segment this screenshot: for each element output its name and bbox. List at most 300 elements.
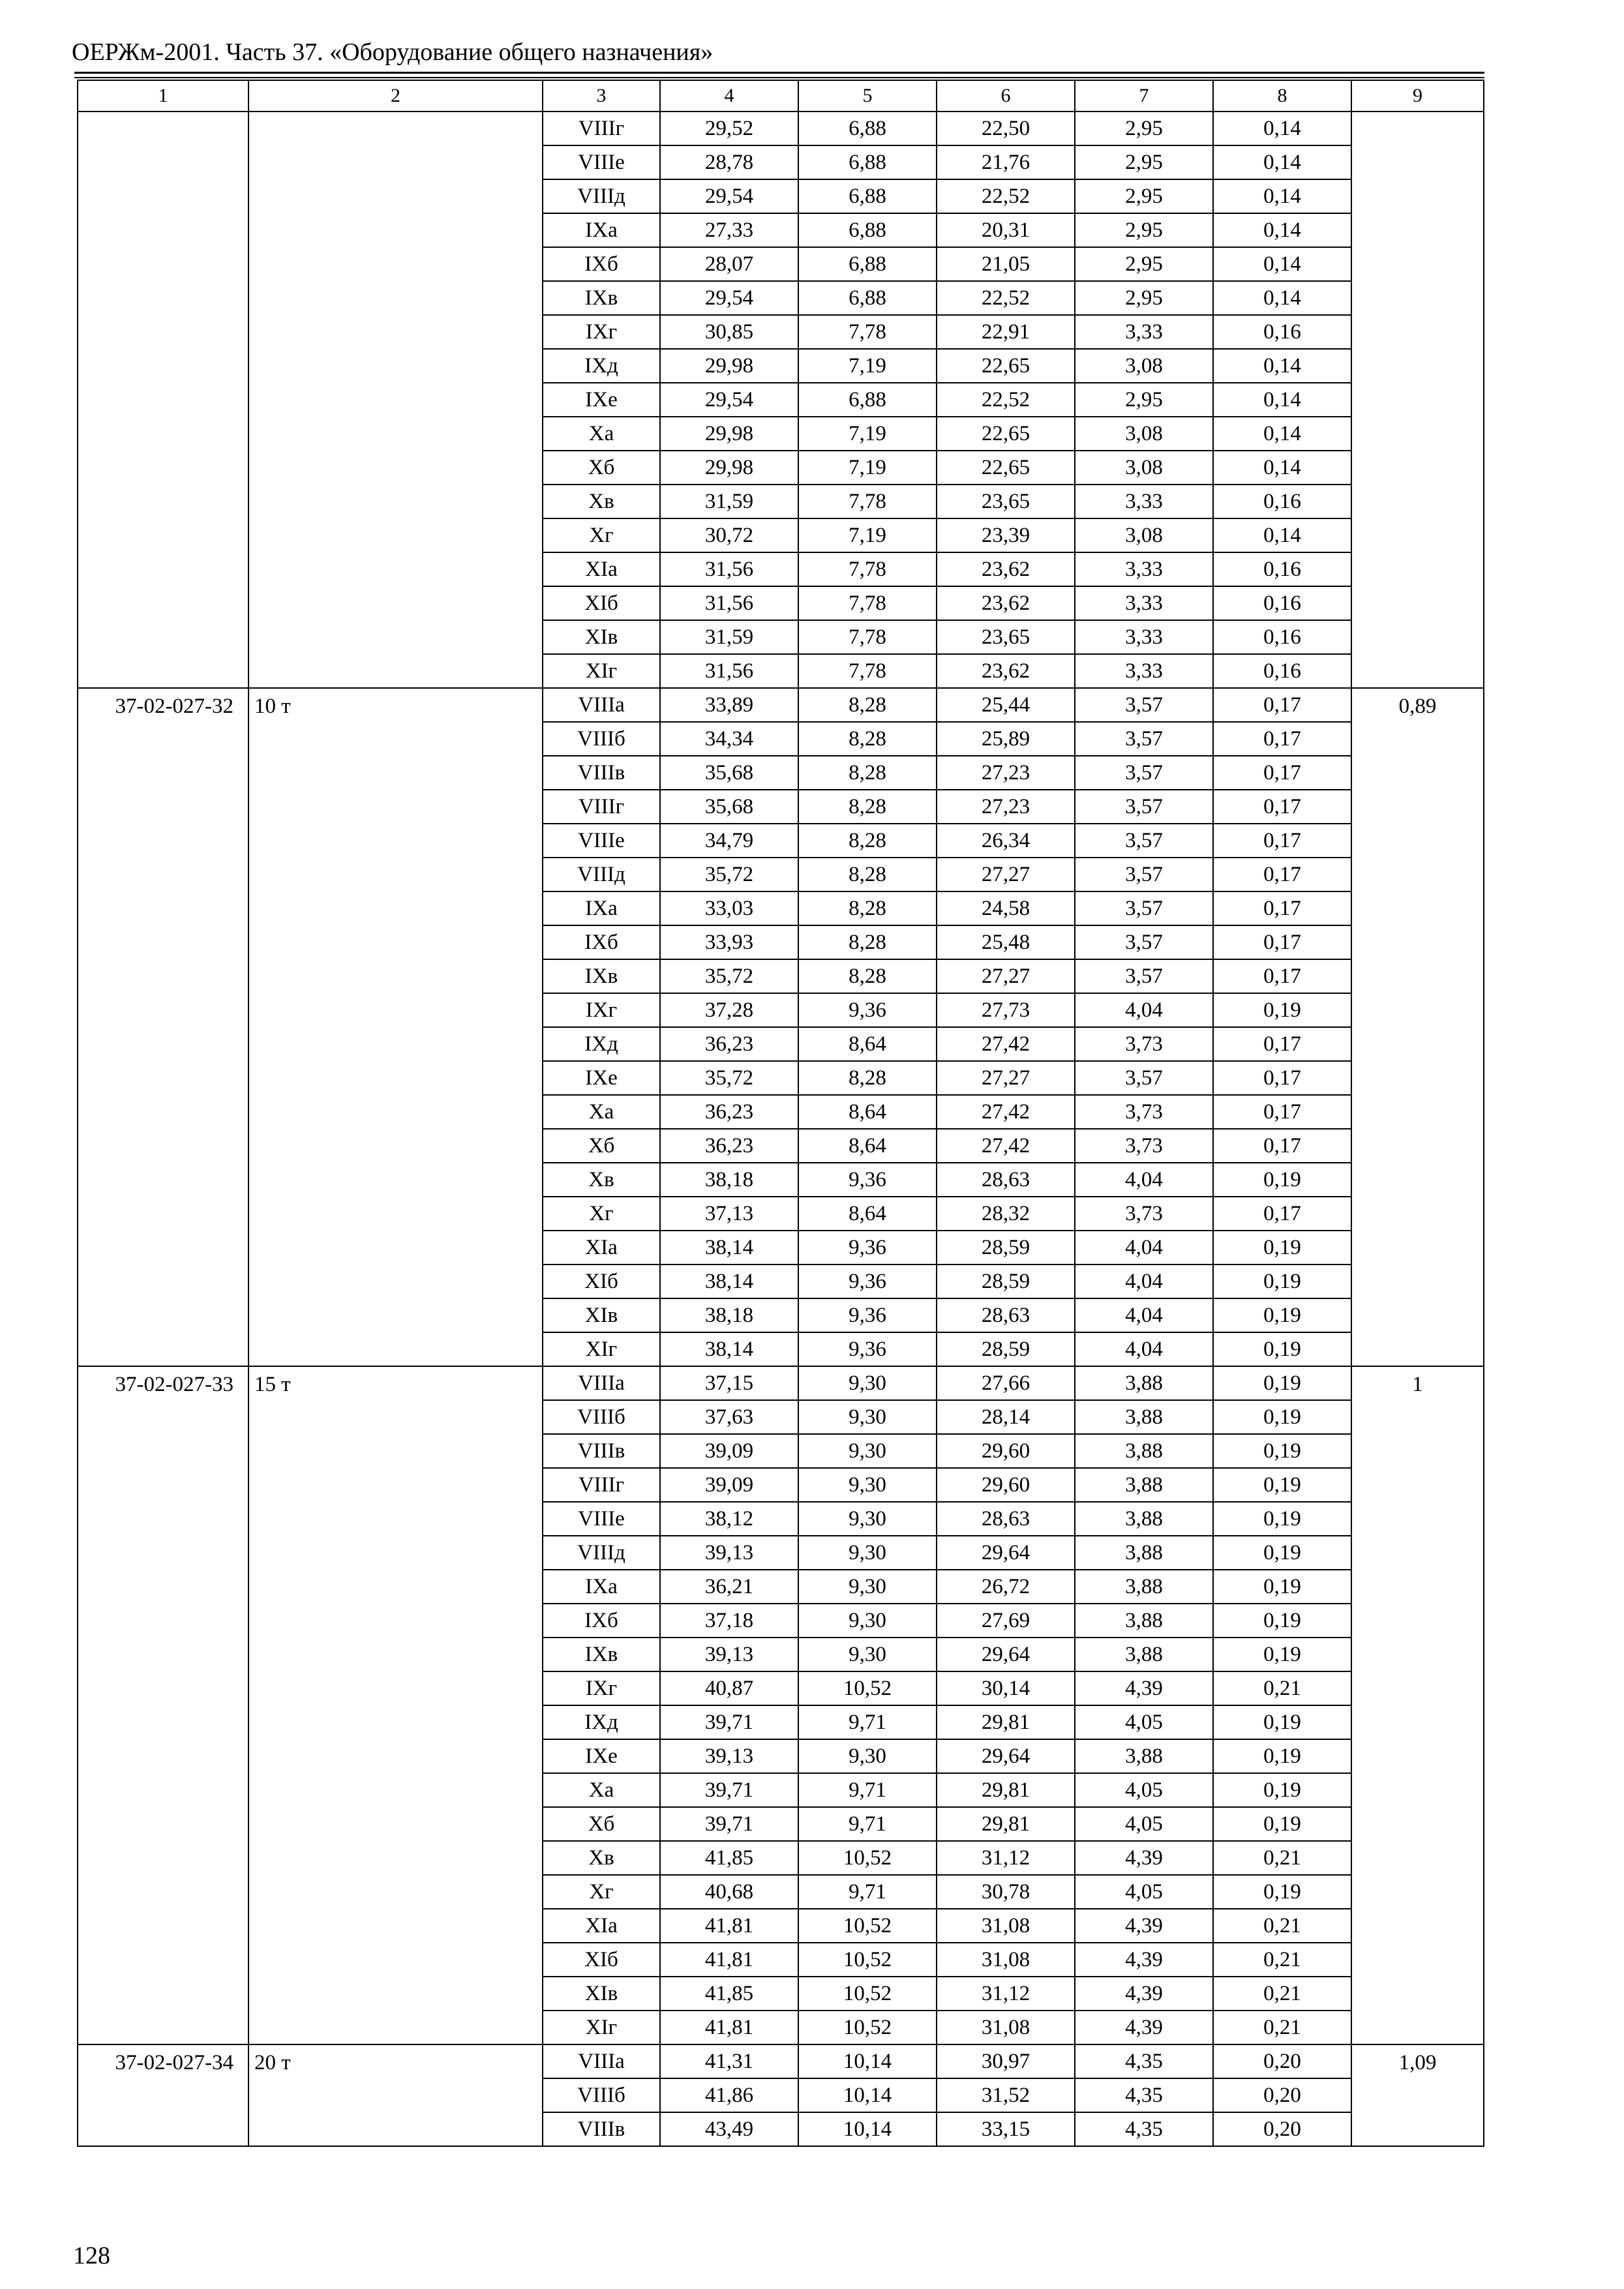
region-cell: VIIIв [543, 756, 660, 790]
machinist-wages-cell: 4,39 [1075, 1671, 1213, 1705]
materials-cell: 0,14 [1213, 518, 1351, 552]
page-number: 128 [73, 2242, 110, 2269]
machines-cell: 27,27 [937, 959, 1075, 993]
materials-cell: 0,14 [1213, 451, 1351, 485]
machines-cell: 27,23 [937, 756, 1075, 790]
region-cell: VIIIа [543, 2044, 660, 2078]
wages-cell: 7,78 [798, 315, 937, 349]
machines-cell: 28,32 [937, 1197, 1075, 1231]
region-cell: IXе [543, 1739, 660, 1773]
machines-cell: 28,63 [937, 1163, 1075, 1197]
base-price-cell: 36,23 [660, 1027, 798, 1061]
materials-cell: 0,19 [1213, 1502, 1351, 1536]
table-header [78, 80, 1484, 112]
wages-cell: 9,30 [798, 1536, 937, 1570]
labor-cost-cell [1351, 112, 1484, 688]
machinist-wages-cell: 4,05 [1075, 1875, 1213, 1909]
materials-cell: 0,20 [1213, 2112, 1351, 2146]
machinist-wages-cell: 4,04 [1075, 1264, 1213, 1298]
region-cell: VIIIе [543, 1502, 660, 1536]
machinist-wages-cell: 4,35 [1075, 2078, 1213, 2112]
wages-cell: 6,88 [798, 145, 937, 179]
materials-cell: 0,17 [1213, 1129, 1351, 1163]
wages-cell: 10,14 [798, 2044, 937, 2078]
machines-cell: 22,65 [937, 417, 1075, 451]
column-header: 7 [1075, 80, 1213, 112]
base-price-cell: 29,98 [660, 451, 798, 485]
machines-cell: 24,58 [937, 891, 1075, 925]
region-cell: VIIIд [543, 1536, 660, 1570]
machines-cell: 23,62 [937, 586, 1075, 620]
materials-cell: 0,19 [1213, 1739, 1351, 1773]
wages-cell: 7,78 [798, 552, 937, 586]
machinist-wages-cell: 2,95 [1075, 112, 1213, 145]
region-cell: VIIIб [543, 722, 660, 756]
region-cell: VIIIв [543, 1434, 660, 1468]
machines-cell: 22,52 [937, 179, 1075, 213]
region-cell: IXб [543, 925, 660, 959]
rates-table [77, 80, 1484, 2147]
region-cell: Xа [543, 1773, 660, 1807]
region-cell: Xв [543, 485, 660, 518]
machines-cell: 29,64 [937, 1638, 1075, 1671]
materials-cell: 0,19 [1213, 1705, 1351, 1739]
wages-cell: 7,19 [798, 349, 937, 383]
wages-cell: 9,36 [798, 1163, 937, 1197]
materials-cell: 0,14 [1213, 383, 1351, 417]
machinist-wages-cell: 3,33 [1075, 586, 1213, 620]
wages-cell: 8,28 [798, 756, 937, 790]
materials-cell: 0,17 [1213, 824, 1351, 858]
base-price-cell: 36,23 [660, 1095, 798, 1129]
materials-cell: 0,14 [1213, 179, 1351, 213]
base-price-cell: 30,85 [660, 315, 798, 349]
region-cell: XIв [543, 620, 660, 654]
materials-cell: 0,16 [1213, 586, 1351, 620]
region-cell: VIIIг [543, 1468, 660, 1502]
machinist-wages-cell: 2,95 [1075, 247, 1213, 281]
machines-cell: 27,42 [937, 1095, 1075, 1129]
base-price-cell: 37,28 [660, 993, 798, 1027]
machinist-wages-cell: 3,33 [1075, 485, 1213, 518]
wages-cell: 8,64 [798, 1129, 937, 1163]
materials-cell: 0,21 [1213, 1841, 1351, 1875]
wages-cell: 9,30 [798, 1468, 937, 1502]
rate-name-cell: 20 т [248, 2044, 543, 2146]
machines-cell: 27,66 [937, 1366, 1075, 1400]
column-header: 2 [248, 80, 543, 112]
machinist-wages-cell: 2,95 [1075, 145, 1213, 179]
wages-cell: 8,64 [798, 1197, 937, 1231]
materials-cell: 0,14 [1213, 281, 1351, 315]
machines-cell: 22,50 [937, 112, 1075, 145]
machinist-wages-cell: 3,57 [1075, 756, 1213, 790]
wages-cell: 9,36 [798, 1298, 937, 1332]
column-header: 1 [78, 80, 248, 112]
machinist-wages-cell: 3,88 [1075, 1468, 1213, 1502]
materials-cell: 0,17 [1213, 891, 1351, 925]
region-cell: VIIIв [543, 2112, 660, 2146]
machines-cell: 30,78 [937, 1875, 1075, 1909]
materials-cell: 0,16 [1213, 654, 1351, 688]
wages-cell: 8,28 [798, 925, 937, 959]
machinist-wages-cell: 3,57 [1075, 722, 1213, 756]
base-price-cell: 34,79 [660, 824, 798, 858]
region-cell: IXа [543, 213, 660, 247]
machines-cell: 29,64 [937, 1739, 1075, 1773]
machines-cell: 31,12 [937, 1977, 1075, 2011]
materials-cell: 0,19 [1213, 1332, 1351, 1366]
wages-cell: 8,28 [798, 959, 937, 993]
machines-cell: 27,73 [937, 993, 1075, 1027]
materials-cell: 0,16 [1213, 315, 1351, 349]
machinist-wages-cell: 3,57 [1075, 688, 1213, 722]
machines-cell: 25,48 [937, 925, 1075, 959]
base-price-cell: 35,72 [660, 1061, 798, 1095]
machinist-wages-cell: 4,04 [1075, 1332, 1213, 1366]
machines-cell: 23,62 [937, 552, 1075, 586]
labor-cost-cell: 1,09 [1351, 2044, 1484, 2146]
base-price-cell: 29,98 [660, 349, 798, 383]
wages-cell: 7,19 [798, 518, 937, 552]
region-cell: VIIIг [543, 112, 660, 145]
region-cell: XIг [543, 654, 660, 688]
machinist-wages-cell: 3,57 [1075, 858, 1213, 891]
materials-cell: 0,19 [1213, 1638, 1351, 1671]
machinist-wages-cell: 3,73 [1075, 1095, 1213, 1129]
base-price-cell: 38,18 [660, 1163, 798, 1197]
wages-cell: 8,28 [798, 790, 937, 824]
base-price-cell: 41,85 [660, 1841, 798, 1875]
column-header: 8 [1213, 80, 1351, 112]
wages-cell: 8,28 [798, 722, 937, 756]
wages-cell: 10,14 [798, 2078, 937, 2112]
machines-cell: 22,52 [937, 383, 1075, 417]
table-row [78, 688, 1484, 722]
materials-cell: 0,17 [1213, 1095, 1351, 1129]
machinist-wages-cell: 3,33 [1075, 620, 1213, 654]
machinist-wages-cell: 3,88 [1075, 1570, 1213, 1604]
wages-cell: 7,19 [798, 417, 937, 451]
region-cell: IXа [543, 1570, 660, 1604]
table-row [78, 112, 1484, 145]
base-price-cell: 39,71 [660, 1773, 798, 1807]
machines-cell: 30,14 [937, 1671, 1075, 1705]
region-cell: Xг [543, 1197, 660, 1231]
region-cell: Xб [543, 451, 660, 485]
base-price-cell: 28,07 [660, 247, 798, 281]
base-price-cell: 31,59 [660, 620, 798, 654]
base-price-cell: 41,86 [660, 2078, 798, 2112]
region-cell: IXд [543, 1027, 660, 1061]
machines-cell: 28,63 [937, 1502, 1075, 1536]
region-cell: IXд [543, 349, 660, 383]
labor-cost-cell: 1 [1351, 1366, 1484, 2044]
wages-cell: 8,28 [798, 891, 937, 925]
region-cell: XIб [543, 1264, 660, 1298]
machinist-wages-cell: 4,39 [1075, 1909, 1213, 1943]
header-rule-thick [74, 72, 1484, 74]
base-price-cell: 33,89 [660, 688, 798, 722]
base-price-cell: 39,09 [660, 1434, 798, 1468]
base-price-cell: 33,03 [660, 891, 798, 925]
materials-cell: 0,17 [1213, 1061, 1351, 1095]
base-price-cell: 37,15 [660, 1366, 798, 1400]
wages-cell: 6,88 [798, 281, 937, 315]
machinist-wages-cell: 4,39 [1075, 1841, 1213, 1875]
rate-code-cell: 37-02-027-33 [78, 1366, 248, 2044]
page-header-title: ОЕРЖм-2001. Часть 37. «Оборудование общего назначения» [72, 38, 714, 66]
machines-cell: 27,27 [937, 1061, 1075, 1095]
region-cell: IXб [543, 1604, 660, 1638]
base-price-cell: 31,56 [660, 654, 798, 688]
wages-cell: 9,71 [798, 1875, 937, 1909]
region-cell: Xб [543, 1807, 660, 1841]
wages-cell: 10,52 [798, 2011, 937, 2044]
materials-cell: 0,19 [1213, 993, 1351, 1027]
machinist-wages-cell: 3,73 [1075, 1027, 1213, 1061]
machines-cell: 23,65 [937, 485, 1075, 518]
machinist-wages-cell: 4,05 [1075, 1773, 1213, 1807]
base-price-cell: 29,54 [660, 179, 798, 213]
region-cell: IXб [543, 247, 660, 281]
machinist-wages-cell: 3,57 [1075, 824, 1213, 858]
machinist-wages-cell: 2,95 [1075, 213, 1213, 247]
wages-cell: 6,88 [798, 179, 937, 213]
base-price-cell: 35,68 [660, 790, 798, 824]
wages-cell: 9,30 [798, 1400, 937, 1434]
materials-cell: 0,17 [1213, 858, 1351, 891]
materials-cell: 0,20 [1213, 2044, 1351, 2078]
machinist-wages-cell: 4,04 [1075, 1298, 1213, 1332]
machinist-wages-cell: 4,04 [1075, 1163, 1213, 1197]
rate-name-cell [248, 112, 543, 688]
wages-cell: 10,52 [798, 1977, 937, 2011]
materials-cell: 0,19 [1213, 1875, 1351, 1909]
machinist-wages-cell: 4,05 [1075, 1705, 1213, 1739]
materials-cell: 0,19 [1213, 1604, 1351, 1638]
base-price-cell: 39,13 [660, 1638, 798, 1671]
wages-cell: 9,30 [798, 1366, 937, 1400]
machines-cell: 22,65 [937, 349, 1075, 383]
machines-cell: 31,08 [937, 1943, 1075, 1977]
region-cell: Xа [543, 1095, 660, 1129]
machines-cell: 23,39 [937, 518, 1075, 552]
machines-cell: 29,60 [937, 1468, 1075, 1502]
base-price-cell: 41,81 [660, 1943, 798, 1977]
rates-table-container [77, 80, 1483, 2147]
wages-cell: 9,71 [798, 1807, 937, 1841]
machinist-wages-cell: 4,39 [1075, 1977, 1213, 2011]
region-cell: VIIIе [543, 145, 660, 179]
base-price-cell: 35,72 [660, 858, 798, 891]
region-cell: IXв [543, 959, 660, 993]
materials-cell: 0,14 [1213, 349, 1351, 383]
machinist-wages-cell: 3,88 [1075, 1739, 1213, 1773]
machines-cell: 27,42 [937, 1027, 1075, 1061]
base-price-cell: 38,14 [660, 1264, 798, 1298]
base-price-cell: 29,54 [660, 383, 798, 417]
machines-cell: 22,65 [937, 451, 1075, 485]
region-cell: VIIIб [543, 1400, 660, 1434]
machinist-wages-cell: 3,33 [1075, 654, 1213, 688]
materials-cell: 0,21 [1213, 1977, 1351, 2011]
base-price-cell: 41,31 [660, 2044, 798, 2078]
machinist-wages-cell: 3,88 [1075, 1366, 1213, 1400]
region-cell: Xг [543, 518, 660, 552]
base-price-cell: 37,18 [660, 1604, 798, 1638]
base-price-cell: 38,14 [660, 1332, 798, 1366]
wages-cell: 7,78 [798, 485, 937, 518]
machinist-wages-cell: 3,57 [1075, 790, 1213, 824]
wages-cell: 10,52 [798, 1909, 937, 1943]
base-price-cell: 37,13 [660, 1197, 798, 1231]
base-price-cell: 28,78 [660, 145, 798, 179]
rate-code-cell: 37-02-027-34 [78, 2044, 248, 2146]
materials-cell: 0,17 [1213, 790, 1351, 824]
machinist-wages-cell: 4,04 [1075, 1231, 1213, 1264]
base-price-cell: 34,34 [660, 722, 798, 756]
machinist-wages-cell: 3,08 [1075, 518, 1213, 552]
region-cell: XIа [543, 552, 660, 586]
materials-cell: 0,21 [1213, 1909, 1351, 1943]
table-row [78, 1366, 1484, 1400]
region-cell: Xв [543, 1841, 660, 1875]
wages-cell: 9,30 [798, 1739, 937, 1773]
region-cell: VIIIа [543, 688, 660, 722]
materials-cell: 0,17 [1213, 1197, 1351, 1231]
machinist-wages-cell: 3,88 [1075, 1536, 1213, 1570]
machines-cell: 28,14 [937, 1400, 1075, 1434]
base-price-cell: 38,14 [660, 1231, 798, 1264]
machinist-wages-cell: 3,57 [1075, 925, 1213, 959]
region-cell: Xв [543, 1163, 660, 1197]
materials-cell: 0,14 [1213, 417, 1351, 451]
region-cell: XIв [543, 1298, 660, 1332]
machines-cell: 31,08 [937, 1909, 1075, 1943]
machines-cell: 22,52 [937, 281, 1075, 315]
column-header: 5 [798, 80, 937, 112]
column-header: 9 [1351, 80, 1484, 112]
wages-cell: 9,71 [798, 1705, 937, 1739]
machines-cell: 21,05 [937, 247, 1075, 281]
wages-cell: 7,78 [798, 654, 937, 688]
machines-cell: 29,64 [937, 1536, 1075, 1570]
region-cell: XIб [543, 586, 660, 620]
machinist-wages-cell: 3,73 [1075, 1129, 1213, 1163]
wages-cell: 10,52 [798, 1671, 937, 1705]
base-price-cell: 39,13 [660, 1739, 798, 1773]
machines-cell: 28,59 [937, 1264, 1075, 1298]
wages-cell: 9,36 [798, 1332, 937, 1366]
materials-cell: 0,19 [1213, 1264, 1351, 1298]
machines-cell: 20,31 [937, 213, 1075, 247]
machinist-wages-cell: 3,08 [1075, 417, 1213, 451]
wages-cell: 9,36 [798, 993, 937, 1027]
machinist-wages-cell: 2,95 [1075, 383, 1213, 417]
machines-cell: 30,97 [937, 2044, 1075, 2078]
region-cell: XIг [543, 1332, 660, 1366]
materials-cell: 0,14 [1213, 213, 1351, 247]
region-cell: XIв [543, 1977, 660, 2011]
base-price-cell: 39,71 [660, 1705, 798, 1739]
machinist-wages-cell: 4,05 [1075, 1807, 1213, 1841]
base-price-cell: 38,18 [660, 1298, 798, 1332]
machinist-wages-cell: 4,35 [1075, 2112, 1213, 2146]
materials-cell: 0,19 [1213, 1400, 1351, 1434]
region-cell: VIIIб [543, 2078, 660, 2112]
region-cell: IXг [543, 1671, 660, 1705]
region-cell: IXг [543, 993, 660, 1027]
machinist-wages-cell: 3,73 [1075, 1197, 1213, 1231]
wages-cell: 8,28 [798, 858, 937, 891]
machinist-wages-cell: 3,88 [1075, 1604, 1213, 1638]
machinist-wages-cell: 3,08 [1075, 349, 1213, 383]
base-price-cell: 29,98 [660, 417, 798, 451]
materials-cell: 0,19 [1213, 1773, 1351, 1807]
machinist-wages-cell: 3,88 [1075, 1638, 1213, 1671]
wages-cell: 9,71 [798, 1773, 937, 1807]
machines-cell: 28,59 [937, 1231, 1075, 1264]
machines-cell: 28,59 [937, 1332, 1075, 1366]
region-cell: IXв [543, 1638, 660, 1671]
machines-cell: 29,81 [937, 1705, 1075, 1739]
base-price-cell: 41,81 [660, 2011, 798, 2044]
base-price-cell: 31,59 [660, 485, 798, 518]
wages-cell: 6,88 [798, 247, 937, 281]
machinist-wages-cell: 3,08 [1075, 451, 1213, 485]
machines-cell: 26,72 [937, 1570, 1075, 1604]
header-rule-thin [74, 77, 1484, 78]
wages-cell: 6,88 [798, 383, 937, 417]
base-price-cell: 37,63 [660, 1400, 798, 1434]
region-cell: XIа [543, 1909, 660, 1943]
wages-cell: 9,36 [798, 1231, 937, 1264]
materials-cell: 0,16 [1213, 620, 1351, 654]
materials-cell: 0,14 [1213, 247, 1351, 281]
wages-cell: 9,30 [798, 1638, 937, 1671]
machinist-wages-cell: 2,95 [1075, 281, 1213, 315]
column-header: 6 [937, 80, 1075, 112]
machinist-wages-cell: 3,57 [1075, 891, 1213, 925]
rate-name-cell: 15 т [248, 1366, 543, 2044]
rate-name-cell: 10 т [248, 688, 543, 1366]
wages-cell: 8,28 [798, 1061, 937, 1095]
base-price-cell: 35,72 [660, 959, 798, 993]
materials-cell: 0,14 [1213, 112, 1351, 145]
base-price-cell: 41,85 [660, 1977, 798, 2011]
materials-cell: 0,14 [1213, 145, 1351, 179]
region-cell: Xг [543, 1875, 660, 1909]
materials-cell: 0,17 [1213, 756, 1351, 790]
base-price-cell: 36,23 [660, 1129, 798, 1163]
wages-cell: 7,19 [798, 451, 937, 485]
wages-cell: 9,30 [798, 1434, 937, 1468]
machinist-wages-cell: 4,39 [1075, 1943, 1213, 1977]
materials-cell: 0,21 [1213, 1943, 1351, 1977]
table-body [78, 112, 1484, 2146]
machinist-wages-cell: 3,33 [1075, 552, 1213, 586]
region-cell: XIа [543, 1231, 660, 1264]
base-price-cell: 39,09 [660, 1468, 798, 1502]
labor-cost-cell: 0,89 [1351, 688, 1484, 1366]
machinist-wages-cell: 3,88 [1075, 1434, 1213, 1468]
region-cell: IXг [543, 315, 660, 349]
wages-cell: 10,52 [798, 1943, 937, 1977]
materials-cell: 0,19 [1213, 1231, 1351, 1264]
materials-cell: 0,17 [1213, 722, 1351, 756]
materials-cell: 0,17 [1213, 959, 1351, 993]
